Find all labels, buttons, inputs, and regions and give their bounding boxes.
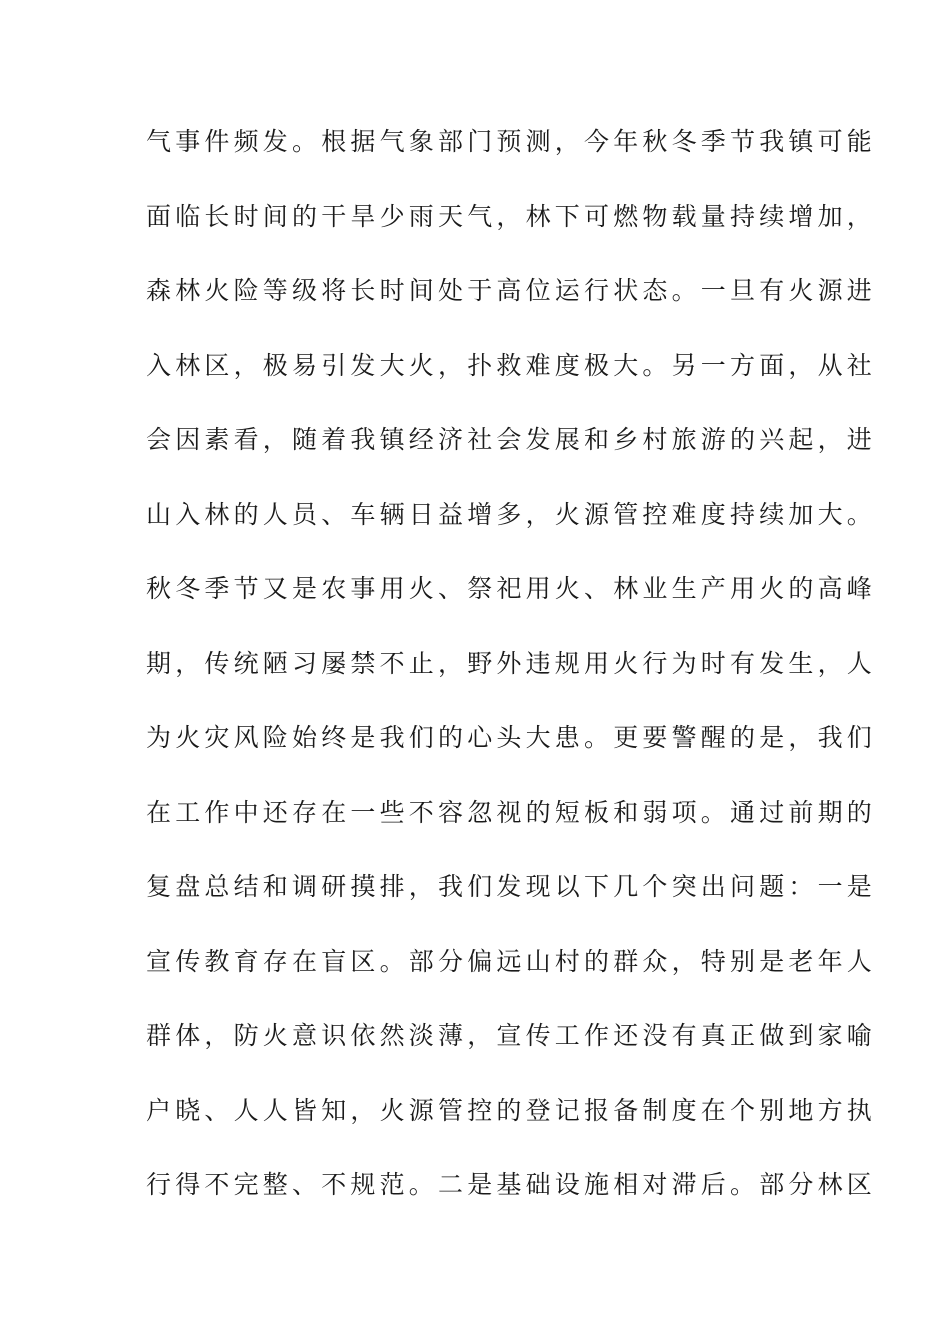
text-line: 复盘总结和调研摸排，我们发现以下几个突出问题：一是 <box>146 872 877 901</box>
text-line: 宣传教育存在盲区。部分偏远山村的群众，特别是老年人 <box>146 946 877 976</box>
text-line: 在工作中还存在一些不容忽视的短板和弱项。通过前期的 <box>146 797 877 827</box>
text-line: 行得不完整、不规范。二是基础设施相对滞后。部分林区 <box>146 1170 877 1199</box>
text-line: 山入林的人员、车辆日益增多，火源管控难度持续加大。 <box>146 499 877 529</box>
text-line: 期，传统陋习屡禁不止，野外违规用火行为时有发生，人 <box>146 648 877 678</box>
text-line: 秋冬季节又是农事用火、祭祀用火、林业生产用火的高峰 <box>146 574 877 603</box>
text-line: 群体，防火意识依然淡薄，宣传工作还没有真正做到家喻 <box>146 1021 877 1050</box>
text-line: 会因素看，随着我镇经济社会发展和乡村旅游的兴起，进 <box>146 425 877 454</box>
text-line: 面临长时间的干旱少雨天气，林下可燃物载量持续增加， <box>146 201 877 231</box>
text-line: 入林区，极易引发大火，扑救难度极大。另一方面，从社 <box>146 350 877 380</box>
body-text <box>146 114 877 1232</box>
text-line: 户晓、人人皆知，火源管控的登记报备制度在个别地方执 <box>146 1095 877 1125</box>
text-line: 森林火险等级将长时间处于高位运行状态。一旦有火源进 <box>146 276 877 305</box>
text-line: 为火灾风险始终是我们的心头大患。更要警醒的是，我们 <box>146 723 877 752</box>
text-line: 气事件频发。根据气象部门预测，今年秋冬季节我镇可能 <box>146 127 877 156</box>
